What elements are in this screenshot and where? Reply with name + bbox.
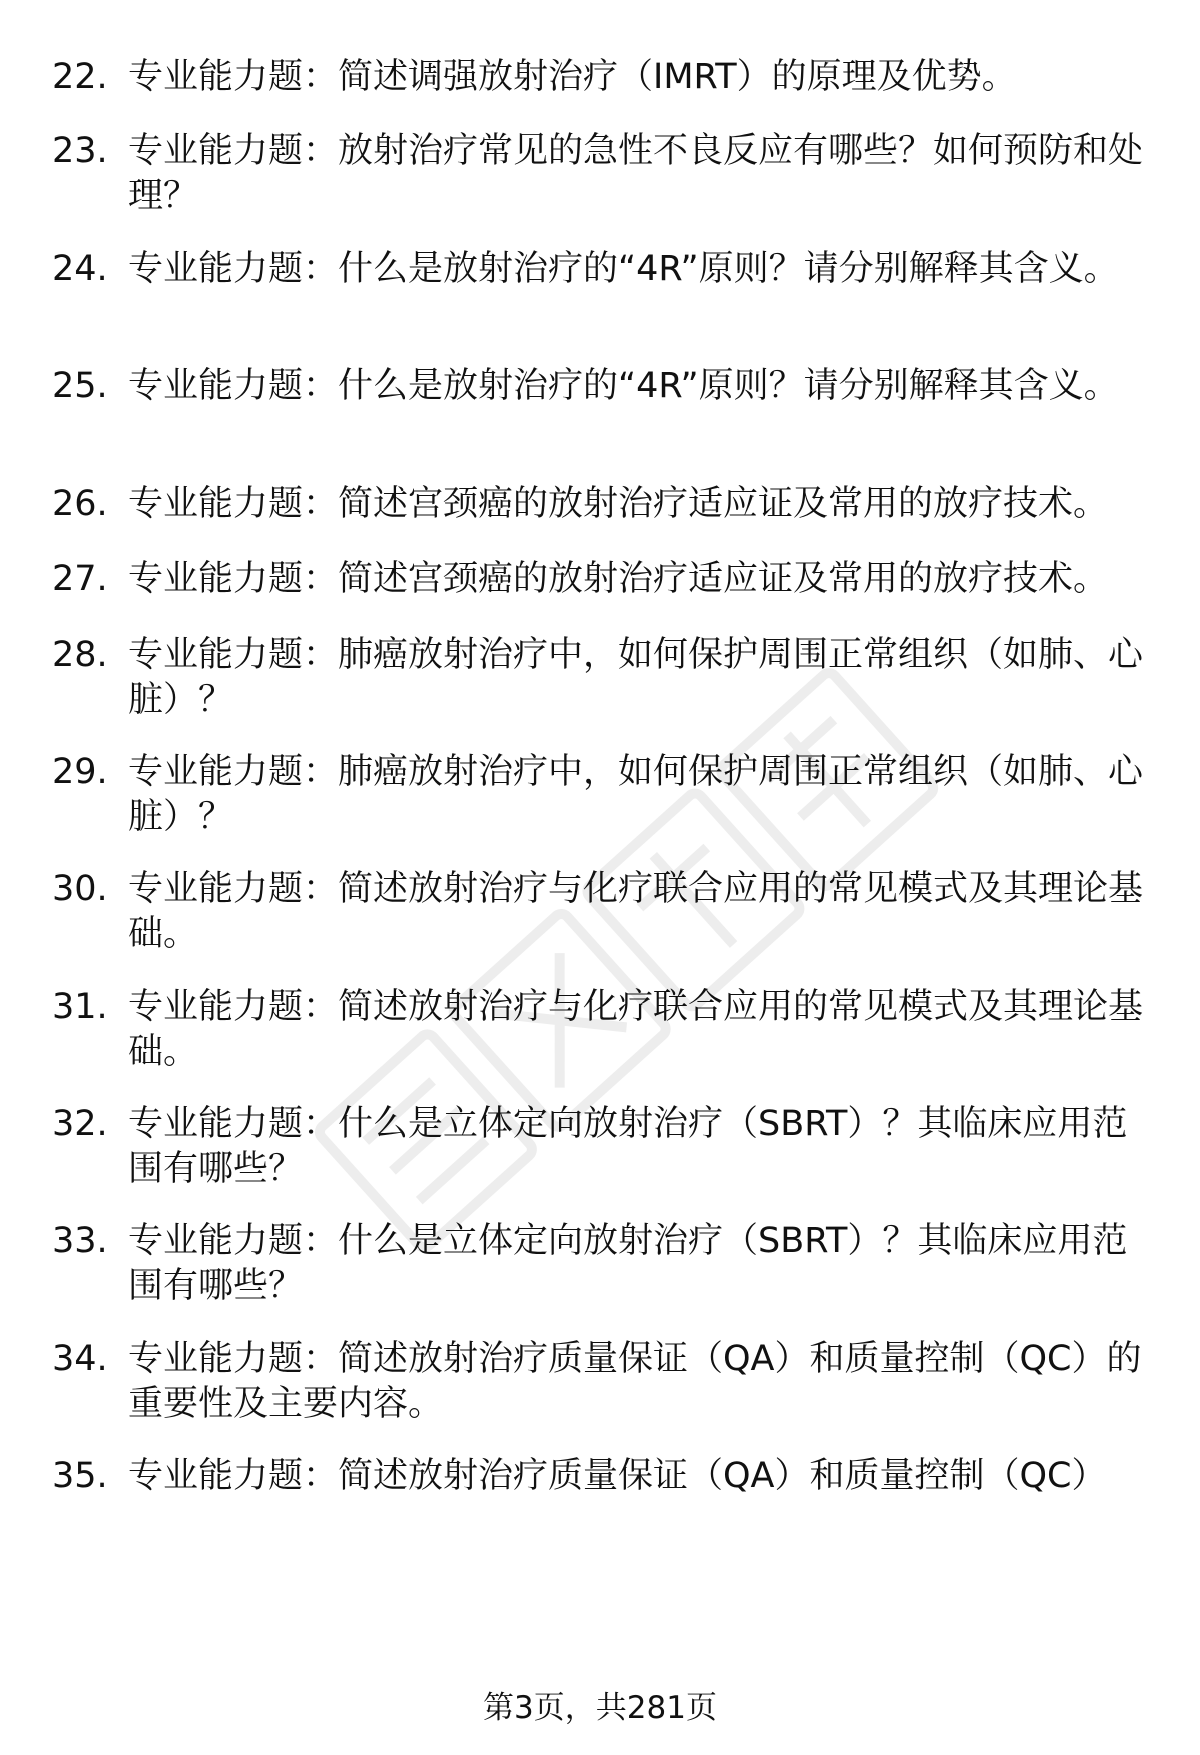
question-number: 22. bbox=[52, 57, 108, 97]
question-number: 34. bbox=[52, 1339, 108, 1379]
question-text: 专业能力题：肺癌放射治疗中，如何保护周围正常组织（如肺、心脏）？ bbox=[128, 635, 1144, 720]
question-text: 专业能力题：简述宫颈癌的放射治疗适应证及常用的放疗技术。 bbox=[128, 484, 1109, 524]
question-text: 专业能力题：简述放射治疗质量保证（QA）和质量控制（QC） bbox=[128, 1456, 1107, 1496]
page-footer: 第3页，共281页 bbox=[483, 1690, 717, 1726]
question-text: 专业能力题：什么是立体定向放射治疗（SBRT）？其临床应用范围有哪些？ bbox=[128, 1104, 1128, 1189]
question-text: 专业能力题：简述放射治疗与化疗联合应用的常见模式及其理论基础。 bbox=[128, 869, 1144, 954]
question-number: 33. bbox=[52, 1221, 108, 1261]
question-number: 23. bbox=[52, 131, 108, 171]
question-text: 专业能力题：简述宫颈癌的放射治疗适应证及常用的放疗技术。 bbox=[128, 559, 1109, 599]
question-text: 专业能力题：什么是立体定向放射治疗（SBRT）？其临床应用范围有哪些？ bbox=[128, 1221, 1128, 1306]
question-number: 26. bbox=[52, 484, 108, 524]
question-text: 专业能力题：简述放射治疗与化疗联合应用的常见模式及其理论基础。 bbox=[128, 987, 1144, 1072]
question-number: 32. bbox=[52, 1104, 108, 1144]
question-number: 30. bbox=[52, 869, 108, 909]
question-number: 25. bbox=[52, 366, 108, 406]
question-text: 专业能力题：什么是放射治疗的“4R”原则？请分别解释其含义。 bbox=[128, 366, 1119, 406]
question-number: 29. bbox=[52, 752, 108, 792]
question-text: 专业能力题：放射治疗常见的急性不良反应有哪些？如何预防和处理？ bbox=[128, 131, 1144, 216]
question-text: 专业能力题：肺癌放射治疗中，如何保护周围正常组织（如肺、心脏）？ bbox=[128, 752, 1144, 837]
question-number: 35. bbox=[52, 1456, 108, 1496]
question-text: 专业能力题：什么是放射治疗的“4R”原则？请分别解释其含义。 bbox=[128, 249, 1119, 289]
question-number: 28. bbox=[52, 635, 108, 675]
question-text: 专业能力题：简述放射治疗质量保证（QA）和质量控制（QC）的重要性及主要内容。 bbox=[128, 1339, 1142, 1424]
question-number: 31. bbox=[52, 987, 108, 1027]
question-number: 27. bbox=[52, 559, 108, 599]
question-number: 24. bbox=[52, 249, 108, 289]
question-text: 专业能力题：简述调强放射治疗（IMRT）的原理及优势。 bbox=[128, 57, 1017, 97]
